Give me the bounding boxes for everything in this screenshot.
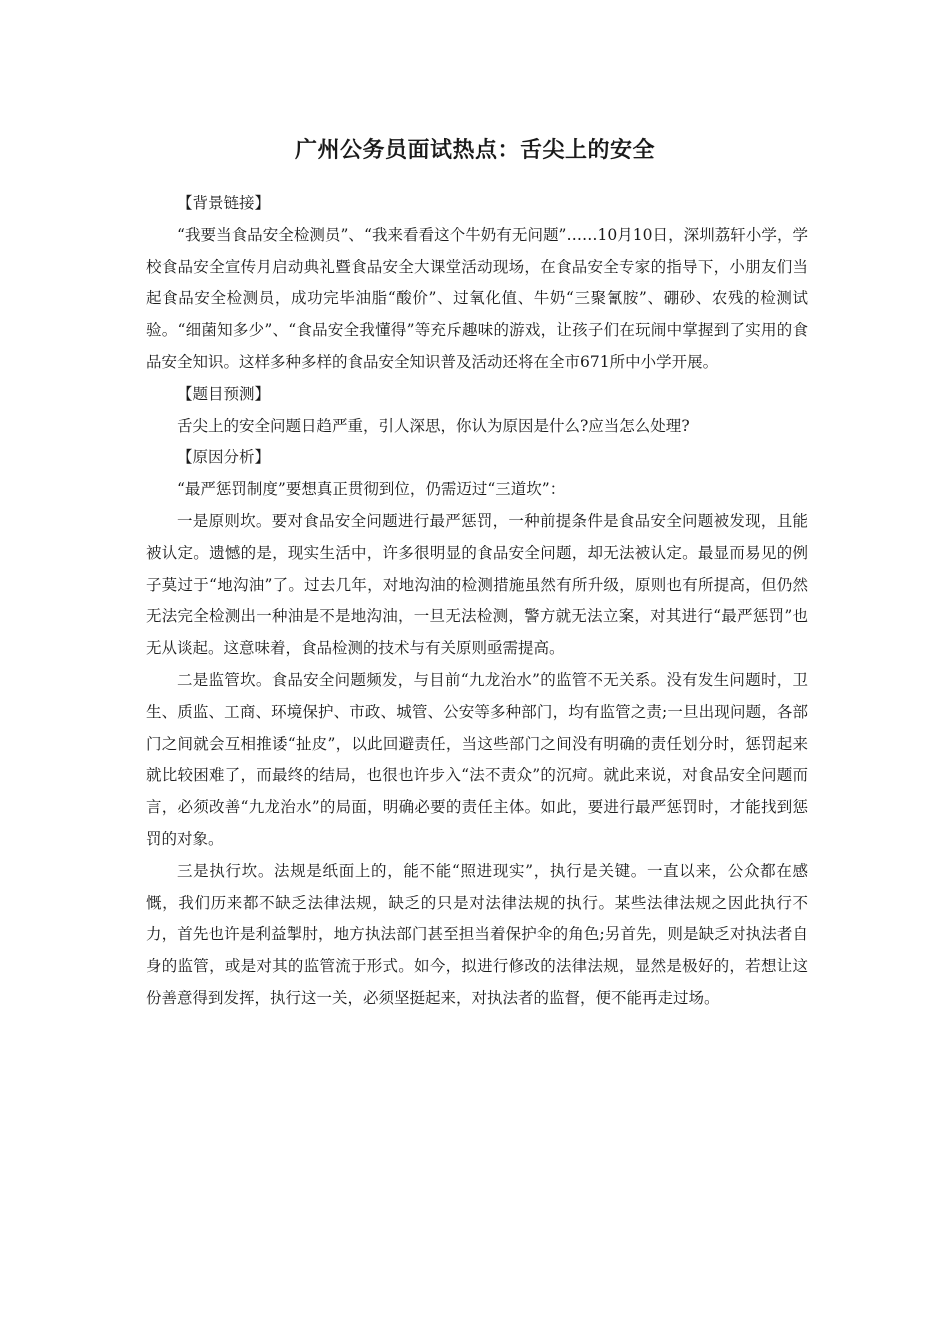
document-body <box>146 188 808 1015</box>
paragraph-analysis-intro: “最严惩罚制度”要想真正贯彻到位，仍需迈过“三道坎”： <box>177 480 566 499</box>
section-heading-background: 【背景链接】 <box>177 194 271 212</box>
section-heading-prediction: 【题目预测】 <box>177 384 271 403</box>
paragraph-execution-hurdle: 三是执行坎。法规是纸面上的，能不能“照进现实”，执行是关键。一直以来，公众都在感慨，我们历来都不缺乏法律法规，缺乏的只是对法律法规的执行。某些法律法规之因此执行不力，首先也许是利益掣肘，地方执法部门甚至担当着保护伞的角色;另首先，则是缺乏对执法者自身的监管，或是对其的监管流于形式。如今，拟进行修改的法律法规，显然是极好的，若想让这份善意得到发挥，执行这一关，必须坚挺起来，对执法者的监督，便不能再走过场。 <box>146 861 808 1007</box>
paragraph-supervision-hurdle: 二是监管坎。食品安全问题频发，与目前“九龙治水”的监管不无关系。没有发生问题时，卫生、质监、工商、环境保护、市政、城管、公安等多种部门，均有监管之责;一旦出现问题，各部门之间就会互相推诿“扯皮”，以此回避责任，当这些部门之间没有明确的责任划分时，惩罚起来就比较困难了，而最终的结局，也很也许步入“法不责众”的沉疴。就此来说，对食品安全问题而言，必须改善“九龙治水”的局面，明确必要的责任主体。如此，要进行最严惩罚时，才能找到惩罚的对象。 <box>146 670 808 848</box>
document-title: 广州公务员面试热点：舌尖上的安全 <box>294 138 655 163</box>
paragraph-background: “我要当食品安全检测员”、“我来看看这个牛奶有无问题”……10月10日，深圳荔轩小学，学校食品安全宣传月启动典礼暨食品安全大课堂活动现场，在食品安全专家的指导下，小朋友们当起食品安全检测员，成功完毕油脂“酸价”、过氧化值、牛奶“三聚氰胺”、硼砂、农残的检测试验。“细菌知多少”、“食品安全我懂得”等充斥趣味的游戏，让孩子们在玩闹中掌握到了实用的食品安全知识。这样多种多样的食品安全知识普及活动还将在全市671所中小学开展。 <box>146 225 808 371</box>
paragraph-question: 舌尖上的安全问题日趋严重，引人深思，你认为原因是什么?应当怎么处理? <box>177 416 690 435</box>
section-heading-analysis: 【原因分析】 <box>177 448 271 467</box>
paragraph-standard-hurdle: 一是原则坎。要对食品安全问题进行最严惩罚，一种前提条件是食品安全问题被发现，且能被认定。遗憾的是，现实生活中，许多很明显的食品安全问题，却无法被认定。最显而易见的例子莫过于“地沟油”了。过去几年，对地沟油的检测措施虽然有所升级，原则也有所提高，但仍然无法完全检测出一种油是不是地沟油，一旦无法检测，警方就无法立案，对其进行“最严惩罚”也无从谈起。这意味着，食品检测的技术与有关原则亟需提高。 <box>146 511 808 658</box>
